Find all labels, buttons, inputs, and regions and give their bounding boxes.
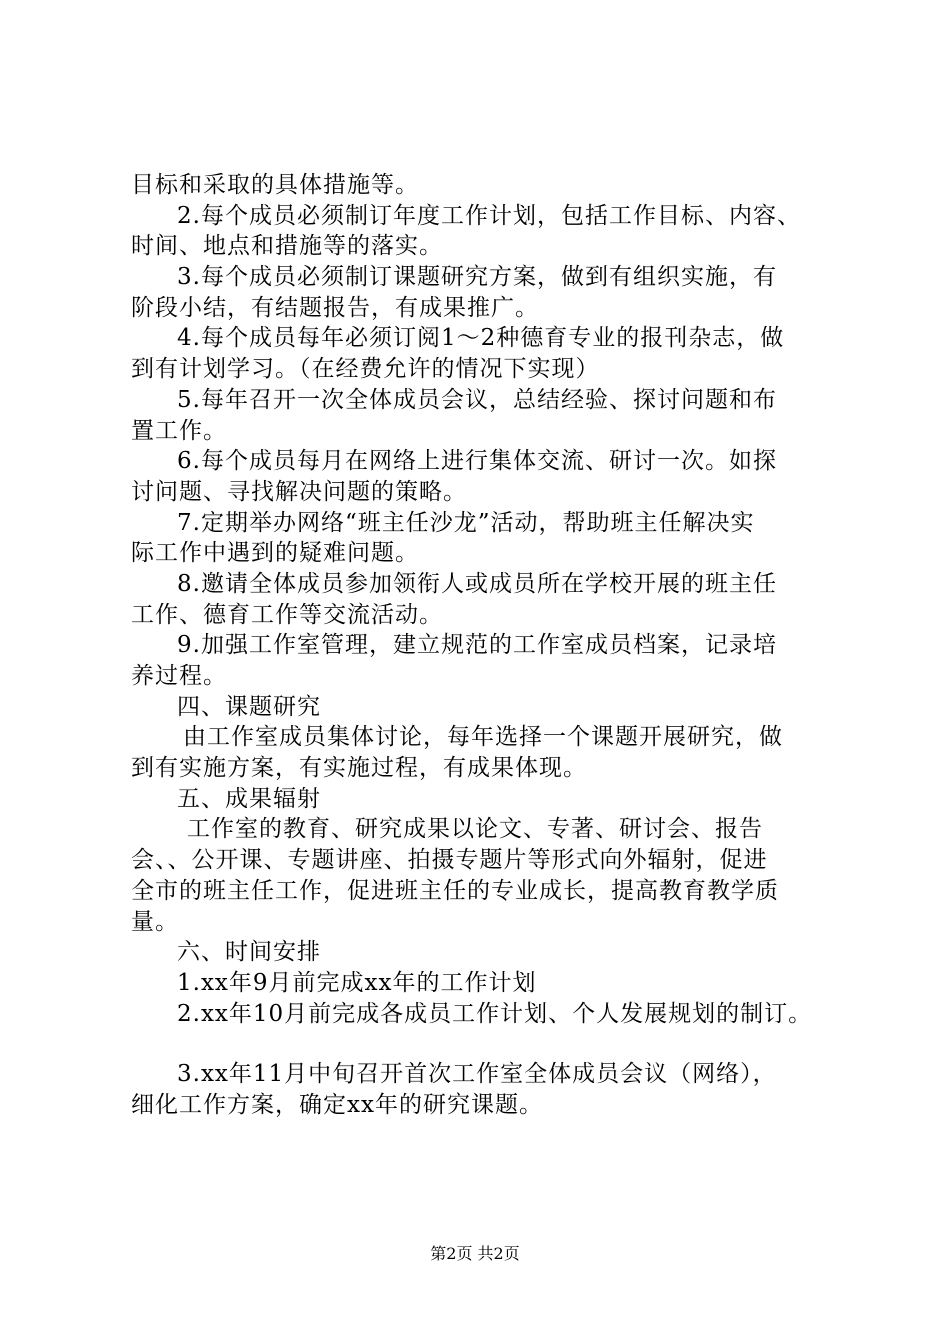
text-line: 时间、地点和措施等的落实。 — [131, 233, 443, 260]
text-line: 细化工作方案，确定xx年的研究课题。 — [131, 1091, 543, 1118]
section-heading-schedule: 六、时间安排 — [177, 939, 321, 966]
list-item-6: 6.每个成员每月在网络上进行集体交流、研讨一次。如探 — [177, 448, 777, 475]
text-line: 会、、公开课、专题讲座、拍摄专题片等形式向外辐射，促进 — [131, 847, 768, 874]
list-item-8: 8.邀请全体成员参加领衔人或成员所在学校开展的班主任 — [177, 570, 777, 597]
list-item-9: 9.加强工作室管理，建立规范的工作室成员档案，记录培 — [177, 632, 777, 659]
text-line: 到有实施方案，有实施过程，有成果体现。 — [131, 755, 587, 782]
list-item-2: 2.每个成员必须制订年度工作计划，包括工作目标、内容、 — [177, 202, 801, 229]
text-line: 置工作。 — [131, 417, 227, 444]
text-line: 全市的班主任工作，促进班主任的专业成长，提高教育教学质 — [131, 877, 779, 904]
list-item-4: 4.每个成员每年必须订阅1～2种德育专业的报刊杂志，做 — [177, 325, 785, 352]
spacer — [131, 1029, 851, 1059]
text-line: 目标和采取的具体措施等。 — [131, 172, 419, 198]
text-line: 讨问题、寻找解决问题的策略。 — [131, 478, 467, 505]
section-heading-research: 四、课题研究 — [177, 693, 321, 720]
list-item-5: 5.每年召开一次全体成员会议，总结经验、探讨问题和布 — [177, 386, 777, 413]
text-line: 工作、德育工作等交流活动。 — [131, 601, 443, 628]
list-item-3: 3.每个成员必须制订课题研究方案，做到有组织实施，有 — [177, 264, 777, 291]
page-footer: 第2页 共2页 — [430, 1244, 520, 1263]
document-body — [131, 170, 851, 1121]
schedule-item-1: 1.xx年9月前完成xx年的工作计划 — [177, 969, 537, 996]
schedule-item-2: 2.xx年10月前完成各成员工作计划、个人发展规划的制订。 — [177, 1000, 813, 1027]
text-line: 际工作中遇到的疑难问题。 — [131, 540, 419, 567]
paragraph-line: 由工作室成员集体讨论，每年选择一个课题开展研究，做 — [183, 724, 783, 751]
text-line: 量。 — [131, 908, 179, 935]
text-line: 养过程。 — [131, 663, 227, 689]
paragraph-line: 工作室的教育、研究成果以论文、专著、研讨会、报告 — [187, 816, 763, 843]
text-line: 到有计划学习。（在经费允许的情况下实现） — [131, 356, 600, 383]
schedule-item-3: 3.xx年11月中旬召开首次工作室全体成员会议（网络）， — [177, 1061, 777, 1088]
list-item-7: 7.定期举办网络“班主任沙龙”活动，帮助班主任解决实 — [177, 509, 755, 536]
text-line: 阶段小结，有结题报告，有成果推广。 — [131, 294, 539, 321]
section-heading-results: 五、成果辐射 — [177, 785, 321, 812]
